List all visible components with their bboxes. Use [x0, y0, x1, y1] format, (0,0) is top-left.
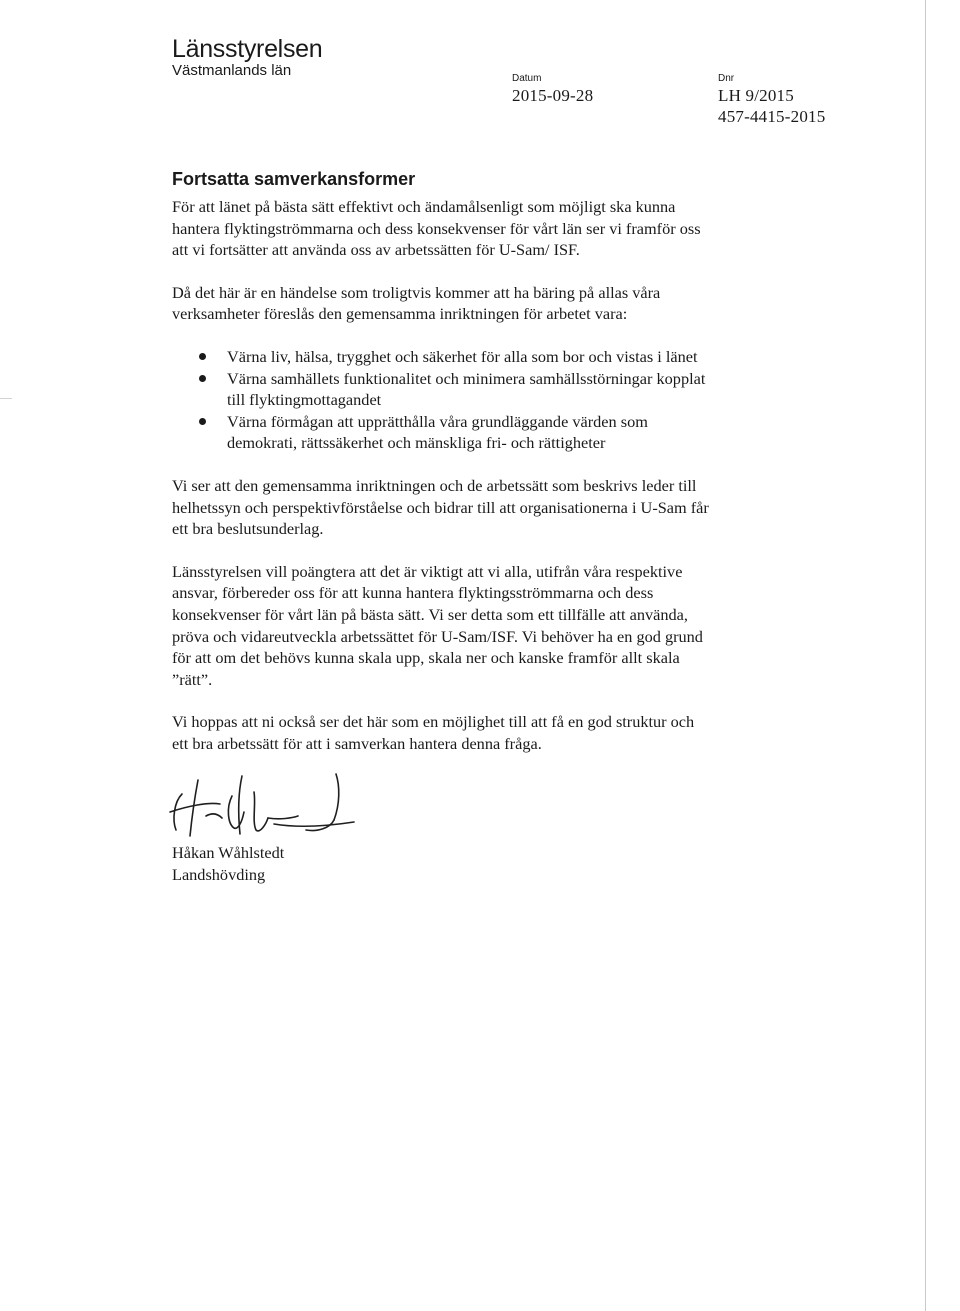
bullet-icon	[199, 375, 206, 382]
emphasis-paragraph	[172, 561, 812, 691]
text-line: för att om det behövs kunna skala upp, skala ner och kanske framför allt skala	[172, 648, 680, 668]
intro-paragraph	[172, 196, 812, 261]
text-line: konsekvenser för vårt län på bästa sätt. Vi ser detta som ett tillfälle att använda,	[172, 604, 688, 624]
dnr-value-2: 457-4415-2015	[718, 107, 826, 126]
bullet-icon	[199, 353, 206, 360]
scope-paragraph	[172, 282, 812, 325]
text-line: Värna samhällets funktionalitet och minimera samhällsstörningar kopplat	[227, 368, 706, 388]
org-logo	[172, 36, 322, 79]
text-line: Värna liv, hälsa, trygghet och säkerhet för alla som bor och vistas i länet	[227, 346, 698, 366]
text-line: hantera flyktingströmmarna och dess konsekvenser för vårt län ser vi framför oss	[172, 218, 701, 238]
text-line: Vi ser att den gemensamma inriktningen och de arbetssätt som beskrivs leder till	[172, 475, 697, 495]
text-line: ansvar, förbereder oss för att kunna hantera flyktingsströmmarna och dess	[172, 583, 654, 603]
goals-list	[172, 346, 812, 454]
text-line: helhetssyn och perspektivförståelse och bidrar till att organisationerna i U-Sam får	[172, 497, 709, 517]
text-line: ”rätt”.	[172, 669, 213, 689]
text-line: Värna förmågan att upprätthålla våra grundläggande värden som	[227, 411, 648, 431]
date-label: Datum	[512, 73, 542, 84]
org-name: Länsstyrelsen	[172, 35, 323, 63]
dnr-block	[718, 73, 825, 127]
text-line: Då det här är en händelse som troligtvis kommer att ha bäring på allas våra	[172, 282, 661, 302]
list-item	[172, 411, 812, 454]
outcome-paragraph	[172, 475, 812, 540]
signer-block	[172, 842, 284, 885]
dnr-label: Dnr	[718, 73, 735, 84]
date-value: 2015-09-28	[512, 86, 594, 105]
dnr-value-1: LH 9/2015	[718, 86, 794, 105]
org-region: Västmanlands län	[172, 62, 292, 79]
text-line: verksamheter föreslås den gemensamma inriktningen för arbetet vara:	[172, 304, 628, 324]
page-edge-rule	[925, 0, 926, 1311]
bullet-icon	[199, 418, 206, 425]
section-heading: Fortsatta samverkansformer	[172, 169, 416, 189]
date-block	[512, 73, 593, 106]
signer-title: Landshövding	[172, 864, 266, 884]
list-item	[172, 368, 812, 411]
text-line: ett bra arbetssätt för att i samverkan hantera denna fråga.	[172, 733, 542, 753]
signer-name: Håkan Wåhlstedt	[172, 843, 285, 862]
handwritten-signature	[168, 772, 368, 842]
letter-body	[172, 168, 812, 754]
closing-paragraph	[172, 711, 812, 754]
text-line: att vi fortsätter att använda oss av arbetssätten för U-Sam/ ISF.	[172, 240, 580, 260]
text-line: pröva och vidareutveckla arbetssättet för U-Sam/ISF. Vi behöver ha en god grund	[172, 626, 703, 646]
text-line: till flyktingmottagandet	[227, 390, 382, 410]
fold-mark	[0, 398, 12, 399]
text-line: Länsstyrelsen vill poängtera att det är viktigt att vi alla, utifrån våra respektive	[172, 561, 683, 581]
list-item	[172, 346, 812, 368]
text-line: Vi hoppas att ni också ser det här som en möjlighet till att få en god struktur och	[172, 712, 695, 732]
text-line: ett bra beslutsunderlag.	[172, 519, 324, 539]
text-line: demokrati, rättssäkerhet och mänskliga fri- och rättigheter	[227, 433, 606, 453]
text-line: För att länet på bästa sätt effektivt och ändamålsenligt som möjligt ska kunna	[172, 197, 676, 216]
